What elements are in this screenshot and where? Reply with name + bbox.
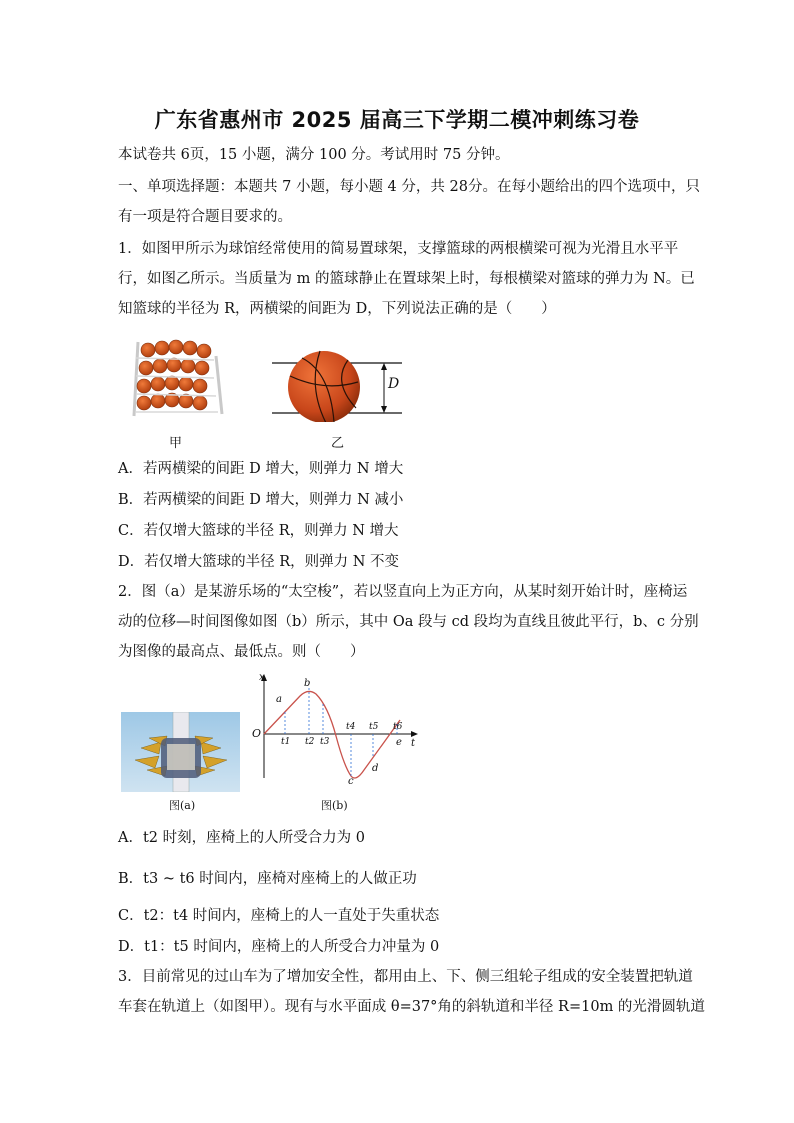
fig-b-caption: 图(b) — [321, 799, 348, 812]
q2-option-c[interactable]: C．t2：t4 时间内，座椅上的人一直处于失重状态 — [118, 908, 440, 924]
q2-option-d[interactable]: D．t1：t5 时间内，座椅上的人所受合力冲量为 0 — [118, 939, 440, 955]
ball-rack-figure — [130, 336, 226, 420]
q1-option-a[interactable]: A．若两横梁的间距 D 增大，则弹力 N 增大 — [118, 461, 404, 477]
distance-d-label: D — [388, 376, 400, 392]
q1-stem-line2: 行，如图乙所示。当质量为 m 的篮球静止在置球架上时，每根横梁对篮球的弹力为 N。已 — [118, 271, 695, 287]
graph-tick-t6: t6 — [393, 722, 403, 732]
graph-tick-t1: t1 — [281, 737, 291, 747]
q2-stem-line2: 动的位移—时间图像如图（b）所示，其中 Oa 段与 cd 段均为直线且彼此平行，b、c 分别 — [118, 614, 699, 630]
section-heading-line1: 一、单项选择题：本题共 7 小题，每小题 4 分，共 28分。在每小题给出的四个选项中，只 — [118, 179, 700, 195]
q1-option-d[interactable]: D．若仅增大篮球的半径 R，则弹力 N 不变 — [118, 554, 400, 570]
graph-tick-t3: t3 — [320, 737, 330, 747]
q1-option-b[interactable]: B．若两横梁的间距 D 增大，则弹力 N 减小 — [118, 492, 404, 508]
graph-point-d: d — [372, 763, 379, 774]
graph-point-a: a — [276, 694, 282, 705]
graph-tick-t2: t2 — [305, 737, 315, 747]
graph-t-axis-label: t — [411, 738, 416, 749]
q2-option-a[interactable]: A．t2 时刻，座椅上的人所受合力为 0 — [118, 830, 365, 846]
q2-stem-line3: 为图像的最高点、最低点。则（ ） — [118, 644, 365, 660]
space-shot-photo — [121, 712, 240, 792]
q1-option-c[interactable]: C．若仅增大篮球的半径 R，则弹力 N 增大 — [118, 523, 399, 539]
graph-x-axis-label: x — [259, 672, 265, 683]
section-heading-line2: 有一项是符合题目要求的。 — [118, 209, 292, 225]
q2-option-b[interactable]: B．t3 ~ t6 时间内，座椅对座椅上的人做正功 — [118, 871, 417, 887]
graph-origin-label: O — [252, 727, 262, 740]
q1-stem-line3: 知篮球的半径为 R，两横梁的间距为 D，下列说法正确的是（ ） — [118, 301, 556, 317]
q1-stem-line1: 1．如图甲所示为球馆经常使用的简易置球架，支撑篮球的两根横梁可视为光滑且水平平 — [118, 241, 679, 257]
page-title: 广东省惠州市 2025 届高三下学期二模冲刺练习卷 — [154, 108, 640, 132]
fig-a-caption: 图(a) — [169, 799, 196, 812]
q3-stem-line2: 车套在轨道上（如图甲）。现有与水平面成 θ=37°角的斜轨道和半径 R=10m 的光滑圆轨道 — [118, 999, 705, 1015]
graph-point-c: c — [348, 776, 354, 787]
graph-tick-t5: t5 — [369, 722, 379, 732]
fig-caption-jia: 甲 — [169, 436, 183, 451]
exam-info: 本试卷共 6页，15 小题，满分 100 分。考试用时 75 分钟。 — [118, 147, 510, 163]
graph-tick-t4: t4 — [346, 722, 356, 732]
graph-point-b: b — [304, 678, 311, 689]
basketball-beams-figure — [268, 342, 408, 422]
graph-point-e: e — [396, 737, 402, 748]
q2-stem-line1: 2．图（a）是某游乐场的“太空梭”，若以竖直向上为正方向，从某时刻开始计时，座椅运 — [118, 584, 688, 600]
q3-stem-line1: 3．目前常见的过山车为了增加安全性，都用由上、下、侧三组轮子组成的安全装置把轨道 — [118, 969, 693, 985]
fig-caption-yi: 乙 — [331, 436, 345, 451]
